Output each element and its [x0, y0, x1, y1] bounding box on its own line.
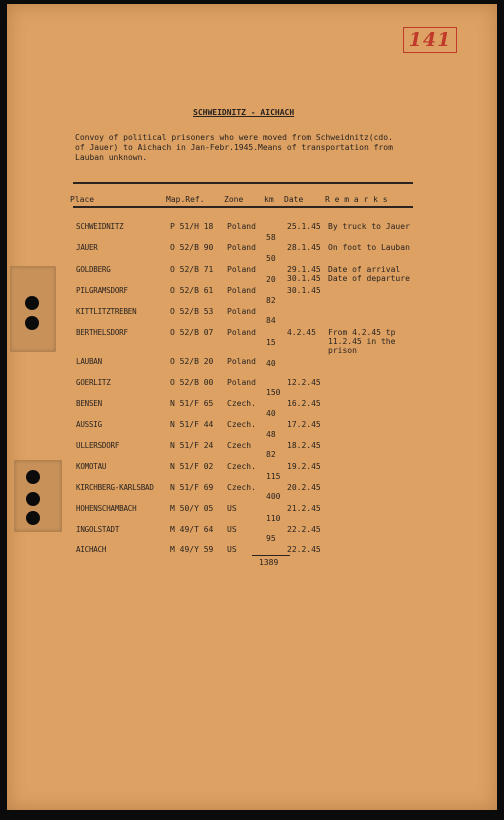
zone-cell: Czech.: [227, 420, 256, 429]
mapref-cell: N 51/F 69: [170, 483, 214, 492]
zone-cell: Czech.: [227, 399, 256, 408]
place-cell: KIRCHBERG-KARLSBAD: [76, 483, 154, 492]
zone-cell: US: [227, 504, 237, 513]
zone-cell: US: [227, 545, 237, 554]
mapref-cell: M 50/Y 05: [170, 504, 214, 513]
mapref-cell: O 52/B 71: [170, 265, 214, 274]
mapref-cell: P 51/H 18: [170, 222, 214, 231]
distance-km-cell: 95: [266, 534, 276, 543]
mapref-cell: O 52/B 00: [170, 378, 214, 387]
distance-km-cell: 50: [266, 254, 276, 263]
distance-km-cell: 400: [266, 492, 281, 501]
distance-km-cell: 20: [266, 275, 276, 284]
document-page: [7, 4, 497, 810]
distance-km-cell: 150: [266, 388, 281, 397]
mapref-cell: N 51/F 44: [170, 420, 214, 429]
date-cell: 17.2.45: [287, 420, 321, 429]
remarks-cell: From 4.2.45 tp 11.2.45 in the prison: [328, 328, 396, 355]
punch-hole: [26, 511, 40, 525]
zone-cell: Poland: [227, 286, 256, 295]
zone-cell: Poland: [227, 243, 256, 252]
table-top-rule: [73, 182, 413, 184]
mapref-cell: O 52/B 07: [170, 328, 214, 337]
mapref-cell: O 52/B 53: [170, 307, 214, 316]
mapref-cell: M 49/T 64: [170, 525, 214, 534]
date-cell: 18.2.45: [287, 441, 321, 450]
place-cell: ULLERSDORF: [76, 441, 120, 450]
distance-km-cell: 15: [266, 338, 276, 347]
total-underline: [252, 555, 290, 556]
mapref-cell: N 51/F 02: [170, 462, 214, 471]
place-cell: HOHENSCHAMBACH: [76, 504, 137, 513]
date-cell: 25.1.45: [287, 222, 321, 231]
header-remarks: R e m a r k s: [325, 195, 388, 204]
zone-cell: Poland: [227, 357, 256, 366]
mapref-cell: O 52/B 61: [170, 286, 214, 295]
place-cell: BERTHELSDORF: [76, 328, 128, 337]
place-cell: PILGRAMSDORF: [76, 286, 128, 295]
date-cell: 22.2.45: [287, 545, 321, 554]
date-cell: 19.2.45: [287, 462, 321, 471]
zone-cell: US: [227, 525, 237, 534]
punch-hole: [26, 492, 40, 506]
punch-hole: [25, 316, 39, 330]
place-cell: GOLDBERG: [76, 265, 111, 274]
place-cell: INGOLSTADT: [76, 525, 120, 534]
mapref-cell: N 51/F 24: [170, 441, 214, 450]
zone-cell: Poland: [227, 328, 256, 337]
place-cell: LAUBAN: [76, 357, 102, 366]
folio-number-stamp: 141: [403, 27, 457, 53]
date-cell: 30.1.45: [287, 286, 321, 295]
date-cell: 28.1.45: [287, 243, 321, 252]
distance-km-cell: 82: [266, 296, 276, 305]
total-km: 1389: [259, 558, 279, 567]
zone-cell: Poland: [227, 307, 256, 316]
mapref-cell: M 49/Y 59: [170, 545, 214, 554]
header-place: Place: [70, 195, 95, 204]
distance-km-cell: 115: [266, 472, 281, 481]
date-cell: 4.2.45: [287, 328, 316, 337]
distance-km-cell: 58: [266, 233, 276, 242]
punch-hole: [26, 470, 40, 484]
intro-paragraph: Convoy of political prisoners who were moved from Schweidnitz(cdo. of Jauer) to Aichach in Jan-Febr.1945.Means of transportation from Lauban unknown.: [75, 133, 393, 162]
place-cell: GOERLITZ: [76, 378, 111, 387]
zone-cell: Czech.: [227, 483, 256, 492]
distance-km-cell: 40: [266, 359, 276, 368]
date-cell: 22.2.45: [287, 525, 321, 534]
date-cell: 16.2.45: [287, 399, 321, 408]
zone-cell: Poland: [227, 265, 256, 274]
header-km: km: [264, 195, 274, 204]
remarks-cell: On foot to Lauban: [328, 243, 410, 252]
distance-km-cell: 84: [266, 316, 276, 325]
zone-cell: Poland: [227, 222, 256, 231]
zone-cell: Poland: [227, 378, 256, 387]
mapref-cell: O 52/B 20: [170, 357, 214, 366]
distance-km-cell: 82: [266, 450, 276, 459]
header-date: Date: [284, 195, 304, 204]
punch-hole: [25, 296, 39, 310]
mapref-cell: N 51/F 65: [170, 399, 214, 408]
date-cell: 29.1.45 30.1.45: [287, 265, 321, 283]
zone-cell: Czech: [227, 441, 252, 450]
mapref-cell: O 52/B 90: [170, 243, 214, 252]
header-zone: Zone: [224, 195, 244, 204]
document-title: SCHWEIDNITZ - AICHACH: [193, 108, 295, 117]
distance-km-cell: 40: [266, 409, 276, 418]
place-cell: KOMOTAU: [76, 462, 107, 471]
date-cell: 20.2.45: [287, 483, 321, 492]
remarks-cell: By truck to Jauer: [328, 222, 410, 231]
date-cell: 12.2.45: [287, 378, 321, 387]
distance-km-cell: 110: [266, 514, 281, 523]
place-cell: BENSEN: [76, 399, 102, 408]
place-cell: AICHACH: [76, 545, 107, 554]
place-cell: AUSSIG: [76, 420, 102, 429]
date-cell: 21.2.45: [287, 504, 321, 513]
header-mapref: Map.Ref.: [166, 195, 205, 204]
distance-km-cell: 48: [266, 430, 276, 439]
place-cell: SCHWEIDNITZ: [76, 222, 124, 231]
place-cell: KITTLITZTREBEN: [76, 307, 137, 316]
table-header-rule: [73, 206, 413, 208]
zone-cell: Czech.: [227, 462, 256, 471]
remarks-cell: Date of arrival Date of departure: [328, 265, 410, 283]
place-cell: JAUER: [76, 243, 98, 252]
